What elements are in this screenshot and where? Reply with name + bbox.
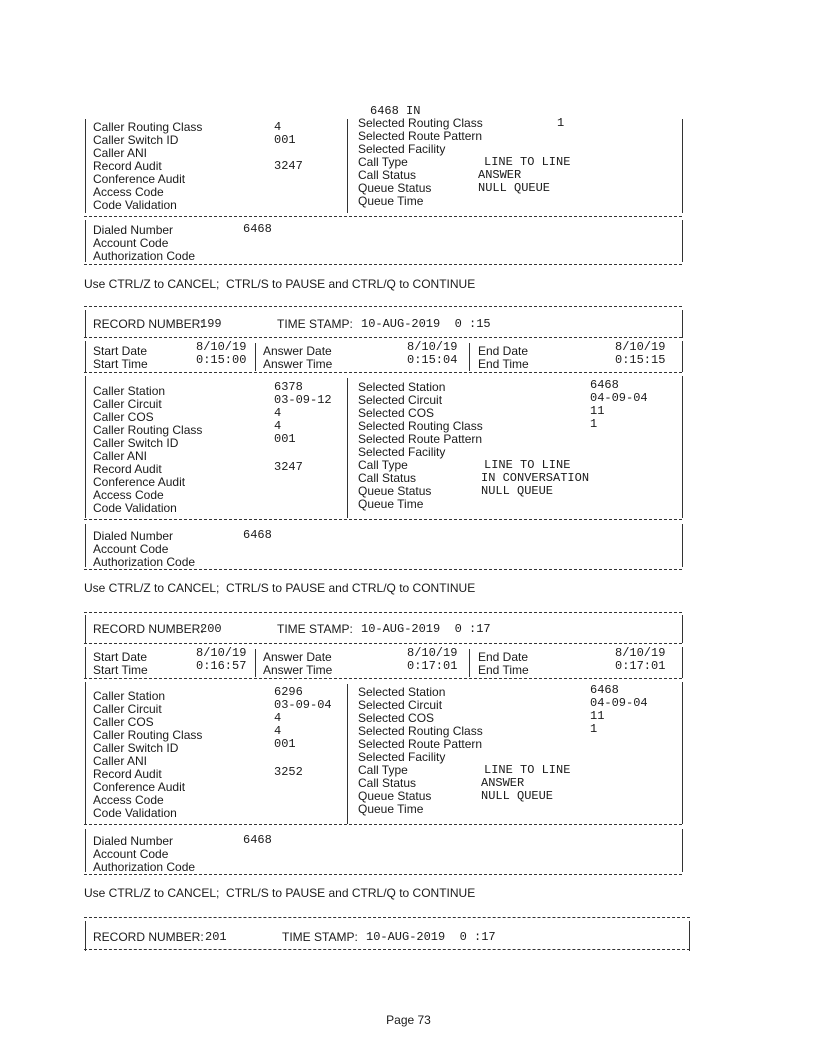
field-value: 4 xyxy=(274,724,282,738)
left-border xyxy=(85,647,86,678)
record-number: 200 xyxy=(200,622,222,636)
field-label: Caller ANI xyxy=(93,146,148,160)
end-time: 0:17:01 xyxy=(615,659,666,673)
start-date-label: Start Date xyxy=(93,344,148,358)
timestamp-label: TIME STAMP: xyxy=(277,317,353,331)
field-value: 3247 xyxy=(274,460,303,474)
field-label: Call Status xyxy=(358,168,417,182)
left-border xyxy=(85,220,86,262)
field-label: Selected Station xyxy=(358,685,446,699)
right-border xyxy=(682,682,683,824)
divider xyxy=(84,372,682,373)
field-label: Caller ANI xyxy=(93,449,148,463)
field-value: ANSWER xyxy=(478,168,522,182)
timestamp: 10-AUG-2019 0 :17 xyxy=(366,930,496,944)
field-label: Record Audit xyxy=(93,462,162,476)
timestamp-label: TIME STAMP: xyxy=(277,622,353,636)
field-value: 6468 xyxy=(590,378,619,392)
field-label: Account Code xyxy=(93,236,169,250)
field-value: LINE TO LINE xyxy=(484,155,571,169)
column-divider xyxy=(347,119,348,213)
field-label: Selected Route Pattern xyxy=(358,129,483,143)
partial-station-line: 6468 IN xyxy=(370,104,421,118)
divider xyxy=(84,643,682,644)
field-value: 11 xyxy=(590,709,605,723)
field-label: Queue Status xyxy=(358,789,432,803)
right-border xyxy=(682,829,683,872)
field-label: Account Code xyxy=(93,847,169,861)
answer-time-label: Answer Time xyxy=(263,663,333,677)
answer-time: 0:17:01 xyxy=(407,659,458,673)
field-label: Selected Station xyxy=(358,380,446,394)
field-label: Selected COS xyxy=(358,711,435,725)
divider xyxy=(84,917,690,918)
field-label: Caller Switch ID xyxy=(93,741,179,755)
answer-date: 8/10/19 xyxy=(407,646,458,660)
field-label: Caller Circuit xyxy=(93,702,162,716)
right-border xyxy=(682,341,683,372)
right-border xyxy=(682,647,683,678)
divider xyxy=(84,337,682,338)
start-date: 8/10/19 xyxy=(196,646,247,660)
field-label: Dialed Number xyxy=(93,529,174,543)
field-value: 4 xyxy=(274,406,282,420)
field-label: Queue Time xyxy=(358,802,424,816)
divider xyxy=(84,678,682,679)
divider xyxy=(84,264,682,265)
answer-date-label: Answer Date xyxy=(263,650,332,664)
field-label: Call Status xyxy=(358,471,417,485)
right-border xyxy=(682,220,683,262)
column-divider xyxy=(255,343,256,371)
end-date: 8/10/19 xyxy=(615,646,666,660)
field-value: LINE TO LINE xyxy=(484,458,571,472)
prompt-line: Use CTRL/Z to CANCEL; CTRL/S to PAUSE and CTRL/Q to CONTINUE xyxy=(84,581,476,595)
field-value: 6468 xyxy=(243,528,272,542)
column-divider xyxy=(469,649,470,677)
field-label: Selected Facility xyxy=(358,142,446,156)
end-time-label: End Time xyxy=(478,357,529,371)
field-label: Call Type xyxy=(358,763,408,777)
field-value: 1 xyxy=(590,722,598,736)
end-date: 8/10/19 xyxy=(615,340,666,354)
prompt-line: Use CTRL/Z to CANCEL; CTRL/S to PAUSE and CTRL/Q to CONTINUE xyxy=(84,886,476,900)
left-border xyxy=(85,524,86,567)
field-value: 6378 xyxy=(274,380,303,394)
start-date: 8/10/19 xyxy=(196,340,247,354)
field-label: Queue Time xyxy=(358,194,424,208)
field-label: Selected Route Pattern xyxy=(358,432,483,446)
field-value: 03-09-12 xyxy=(274,393,332,407)
left-border xyxy=(85,615,86,643)
field-value: IN CONVERSATION xyxy=(481,471,590,485)
left-border xyxy=(85,341,86,372)
field-value: 11 xyxy=(590,404,605,418)
field-label: Dialed Number xyxy=(93,223,174,237)
prompt-line: Use CTRL/Z to CANCEL; CTRL/S to PAUSE and CTRL/Q to CONTINUE xyxy=(84,277,476,291)
divider xyxy=(84,949,690,950)
answer-time-label: Answer Time xyxy=(263,357,333,371)
field-label: Caller Station xyxy=(93,384,166,398)
answer-date: 8/10/19 xyxy=(407,340,458,354)
divider xyxy=(84,306,682,307)
field-label: Dialed Number xyxy=(93,834,174,848)
field-value: 04-09-04 xyxy=(590,696,648,710)
field-label: Caller COS xyxy=(93,410,154,424)
field-label: Conference Audit xyxy=(93,780,186,794)
field-label: Account Code xyxy=(93,542,169,556)
end-date-label: End Date xyxy=(478,650,529,664)
field-value: 04-09-04 xyxy=(590,391,648,405)
field-value: 4 xyxy=(274,419,282,433)
end-time: 0:15:15 xyxy=(615,353,666,367)
field-value: 6468 xyxy=(590,683,619,697)
answer-time: 0:15:04 xyxy=(407,353,458,367)
field-label: Caller Switch ID xyxy=(93,436,179,450)
field-value: 001 xyxy=(274,737,296,751)
field-value: NULL QUEUE xyxy=(478,181,551,195)
end-date-label: End Date xyxy=(478,344,529,358)
field-label: Call Type xyxy=(358,458,408,472)
start-date-label: Start Date xyxy=(93,650,148,664)
field-label: Selected Route Pattern xyxy=(358,737,483,751)
right-border xyxy=(689,921,690,951)
divider xyxy=(84,519,682,520)
field-label: Access Code xyxy=(93,488,164,502)
left-border xyxy=(85,921,86,951)
column-divider xyxy=(469,343,470,371)
divider xyxy=(84,824,682,825)
right-border xyxy=(682,524,683,567)
timestamp-label: TIME STAMP: xyxy=(282,930,358,944)
divider xyxy=(84,612,682,613)
field-value: 1 xyxy=(590,417,598,431)
field-value: 1 xyxy=(557,116,565,130)
start-time-label: Start Time xyxy=(93,357,148,371)
field-label: Caller Station xyxy=(93,689,166,703)
start-time: 0:16:57 xyxy=(196,659,247,673)
field-label: Code Validation xyxy=(93,501,177,515)
field-label: Caller Circuit xyxy=(93,397,162,411)
field-label: Access Code xyxy=(93,793,164,807)
start-time-label: Start Time xyxy=(93,663,148,677)
field-label: Selected COS xyxy=(358,406,435,420)
field-value: 4 xyxy=(274,711,282,725)
field-label: Selected Facility xyxy=(358,750,446,764)
field-label: Caller COS xyxy=(93,715,154,729)
field-label: Call Status xyxy=(358,776,417,790)
field-label: Caller Routing Class xyxy=(93,120,203,134)
field-label: Code Validation xyxy=(93,198,177,212)
field-label: Conference Audit xyxy=(93,475,186,489)
field-label: Access Code xyxy=(93,185,164,199)
timestamp: 10-AUG-2019 0 :17 xyxy=(361,622,491,636)
field-value: NULL QUEUE xyxy=(481,484,554,498)
record-number: 199 xyxy=(200,317,222,331)
field-label: Caller ANI xyxy=(93,754,148,768)
timestamp: 10-AUG-2019 0 :15 xyxy=(361,317,491,331)
field-label: Selected Facility xyxy=(358,445,446,459)
field-value: NULL QUEUE xyxy=(481,789,554,803)
field-label: Caller Routing Class xyxy=(93,423,203,437)
field-label: Authorization Code xyxy=(93,249,196,263)
field-value: 3252 xyxy=(274,765,303,779)
field-label: Conference Audit xyxy=(93,172,186,186)
field-value: 6468 xyxy=(243,833,272,847)
divider xyxy=(84,216,682,217)
field-label: Selected Circuit xyxy=(358,393,443,407)
record-number-label: RECORD NUMBER: xyxy=(93,317,204,331)
left-border xyxy=(85,376,86,518)
right-border xyxy=(682,615,683,643)
field-label: Caller Routing Class xyxy=(93,728,203,742)
right-border xyxy=(682,376,683,518)
left-border xyxy=(85,682,86,824)
field-label: Queue Status xyxy=(358,181,432,195)
field-label: Caller Switch ID xyxy=(93,133,179,147)
left-border xyxy=(85,310,86,338)
field-label: Queue Time xyxy=(358,497,424,511)
record-number-label: RECORD NUMBER: xyxy=(93,930,204,944)
answer-date-label: Answer Date xyxy=(263,344,332,358)
field-label: Queue Status xyxy=(358,484,432,498)
field-value: 03-09-04 xyxy=(274,698,332,712)
field-label: Authorization Code xyxy=(93,555,196,569)
field-value: 001 xyxy=(274,133,296,147)
field-value: 6468 xyxy=(243,222,272,236)
record-number: 201 xyxy=(205,930,227,944)
page-number: Page 73 xyxy=(386,1013,431,1027)
field-label: Selected Routing Class xyxy=(358,724,483,738)
column-divider xyxy=(347,684,348,824)
field-value: 001 xyxy=(274,432,296,446)
right-border xyxy=(682,119,683,213)
divider xyxy=(84,569,682,570)
field-label: Code Validation xyxy=(93,806,177,820)
field-value: 4 xyxy=(274,120,282,134)
column-divider xyxy=(255,649,256,677)
field-label: Record Audit xyxy=(93,767,162,781)
field-label: Selected Circuit xyxy=(358,698,443,712)
left-border xyxy=(85,119,86,213)
column-divider xyxy=(347,378,348,518)
field-label: Selected Routing Class xyxy=(358,116,483,130)
field-label: Call Type xyxy=(358,155,408,169)
field-label: Record Audit xyxy=(93,159,162,173)
field-value: LINE TO LINE xyxy=(484,763,571,777)
right-border xyxy=(682,310,683,338)
end-time-label: End Time xyxy=(478,663,529,677)
field-label: Authorization Code xyxy=(93,860,196,874)
field-value: ANSWER xyxy=(481,776,525,790)
field-label: Selected Routing Class xyxy=(358,419,483,433)
divider xyxy=(84,874,682,875)
record-number-label: RECORD NUMBER: xyxy=(93,622,204,636)
field-value: 3247 xyxy=(274,159,303,173)
start-time: 0:15:00 xyxy=(196,353,247,367)
field-value: 6296 xyxy=(274,685,303,699)
left-border xyxy=(85,829,86,872)
